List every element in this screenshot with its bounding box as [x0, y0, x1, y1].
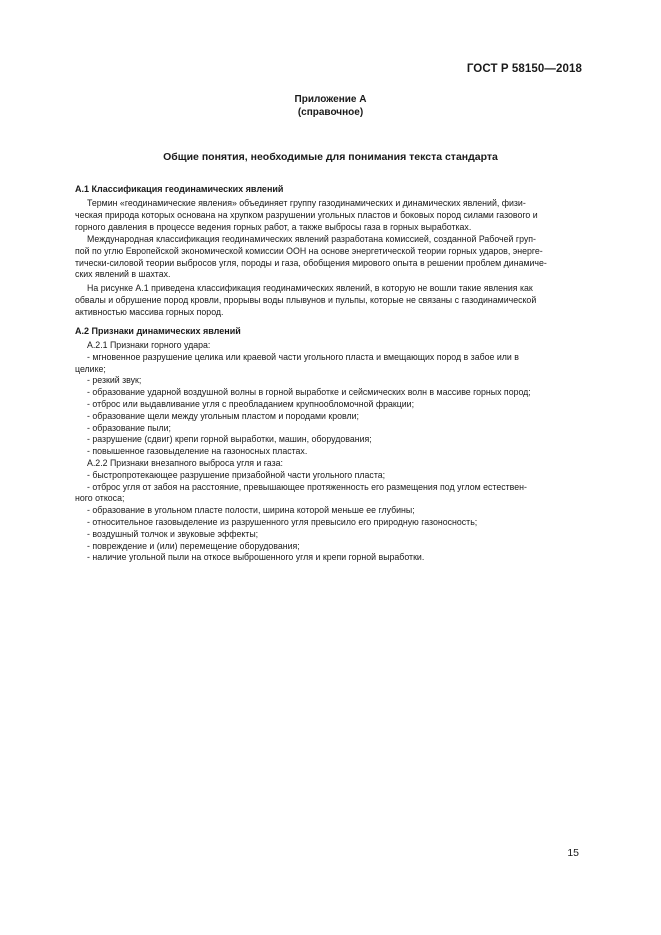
page-number: 15: [567, 847, 579, 859]
subsection-a22-title: А.2.2 Признаки внезапного выброса угля и газа:: [87, 457, 283, 468]
paragraph-line: Термин «геодинамические явления» объединяет группу газодинамических и динамических явлений, физи-: [87, 198, 526, 208]
paragraph-line: активностью массива горных пород.: [75, 306, 224, 317]
list-item: - мгновенное разрушение целика или краевой части угольного пласта и вмещающих пород в забое или в: [87, 351, 519, 362]
annex-subtitle: (справочное): [297, 107, 364, 118]
list-item: - повреждение и (или) перемещение оборудования;: [87, 540, 300, 551]
list-item: - образование пыли;: [87, 422, 171, 433]
list-item: - разрушение (сдвиг) крепи горной выработки, машин, оборудования;: [87, 434, 372, 445]
section-a1-paragraph-2: [75, 234, 583, 281]
paragraph-line: ческая природа которых основана на хрупком разрушении угольных пластов и боковых пород силами газового и: [75, 209, 538, 220]
list-item: - резкий звук;: [87, 375, 142, 386]
list-item: - наличие угольной пыли на откосе выброшенного угля и крепи горной выработки.: [87, 552, 425, 563]
paragraph-line: тически-силовой теории выбросов угля, породы и газа, обобщения мирового опыта в решении проблем динамиче-: [75, 257, 547, 268]
paragraph-line: ских явлений в шахтах.: [75, 269, 171, 280]
list-item: - воздушный толчок и звуковые эффекты;: [87, 528, 259, 539]
subsection-a21-title: А.2.1 Признаки горного удара:: [87, 340, 211, 350]
list-item: - быстропротекающее разрушение призабойной части угольного пласта;: [87, 469, 386, 480]
paragraph-line: Международная классификация геодинамических явлений разработана комиссией, созданной Рабочей груп-: [87, 234, 536, 244]
annex-heading: [0, 93, 661, 119]
section-a2-heading: А.2 Признаки динамических явлений: [75, 326, 241, 336]
list-item: - отброс или выдавливание угля с преобладанием крупнообломочной фракции;: [87, 398, 415, 409]
paragraph-line: обвалы и обрушение пород кровли, прорывы воды плывунов и пульпы, которые не связаны с газодинамической: [75, 294, 537, 305]
paragraph-line: На рисунке А.1 приведена классификация геодинамических явлений, в которую не вошли такие явления как: [87, 283, 533, 293]
list-item: - образование ударной воздушной волны в горной выработке и сейсмических волн в массиве горных пород;: [87, 387, 531, 398]
annex-title: Приложение А: [294, 94, 367, 105]
paragraph-line: горного давления в процессе ведения горных работ, а также выбросы газа в горных выработках.: [75, 221, 472, 232]
section-a1-paragraph-3: [75, 283, 583, 318]
section-a1-heading: А.1 Классификация геодинамических явлений: [75, 184, 284, 194]
list-item-continuation: ного откоса;: [75, 493, 125, 504]
list-item: - образование щели между угольным пластом и породами кровли;: [87, 410, 359, 421]
section-a2: [75, 326, 583, 338]
list-item: - повышенное газовыделение на газоносных пластах.: [87, 446, 308, 457]
document-title: Общие понятия, необходимые для понимания текста стандарта: [163, 151, 498, 163]
paragraph-line: пой по углю Европейской экономической комиссии ООН на основе энергетической теории горных ударов, энерге-: [75, 245, 543, 256]
list-item: - образование в угольном пласте полости, ширина которой меньше ее глубины;: [87, 505, 415, 516]
section-a1-paragraph-1: [75, 198, 583, 233]
standard-code: ГОСТ Р 58150—2018: [466, 63, 582, 75]
section-a2-list: [75, 340, 583, 564]
list-item: - отброс угля от забоя на расстояние, превышающее протяженность его размещения под углом естествен-: [87, 481, 527, 492]
list-item: - относительное газовыделение из разрушенного угля превысило его природную газоносность;: [87, 516, 478, 527]
section-a1: [75, 184, 583, 196]
list-item-continuation: целике;: [75, 363, 106, 374]
